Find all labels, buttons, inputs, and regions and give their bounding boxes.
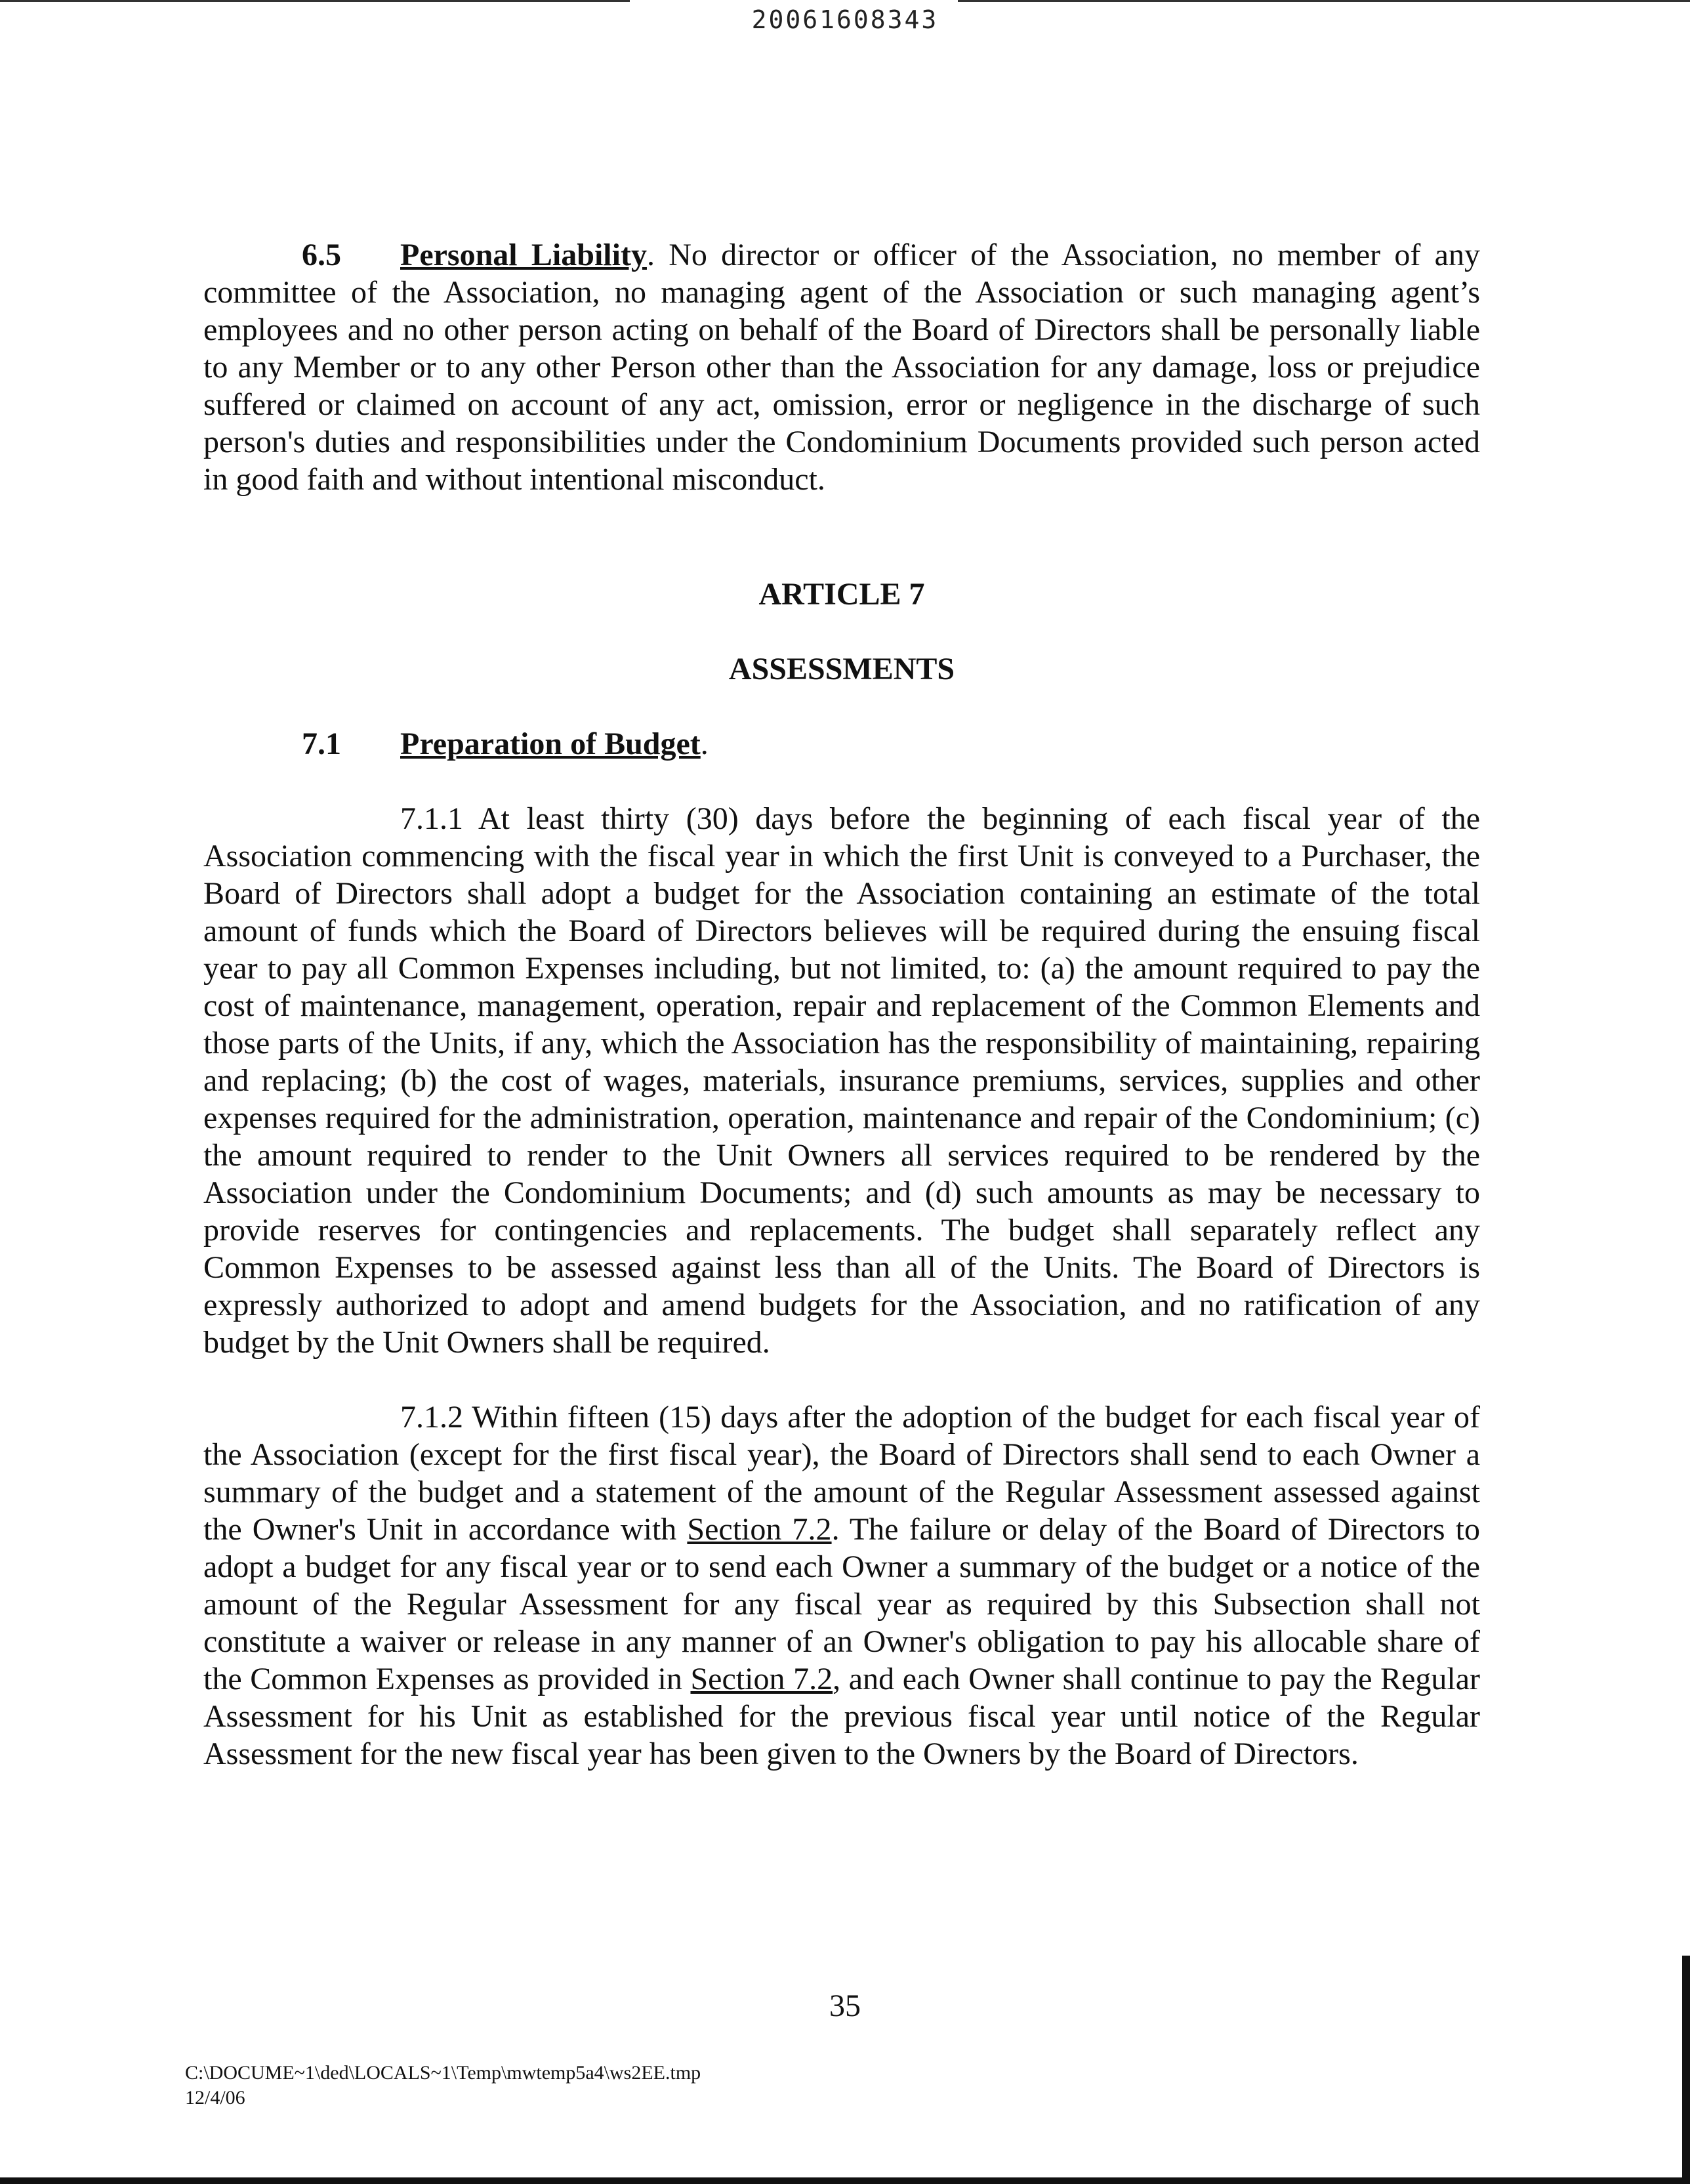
subsection-7-1-1-number: 7.1.1 (400, 801, 463, 836)
section-7-1-heading-line (203, 725, 1480, 763)
section-7-1-heading-period: . (700, 726, 709, 761)
scan-right-edge (1682, 1956, 1690, 2184)
footer-file-path: C:\DOCUME~1\ded\LOCALS~1\Temp\mwtemp5a4\ws2EE.tmp (185, 2062, 701, 2084)
section-7-2-reference: Section 7.2 (687, 1512, 832, 1547)
scan-bottom-border (0, 2177, 1690, 2184)
footer-date: 12/4/06 (185, 2087, 245, 2109)
subsection-7-1-2-number: 7.1.2 (400, 1400, 463, 1435)
subsection-7-1-2-text-part1: Within fifteen (15) days after the adoption of the budget for each fiscal year of the Association (except for the first fiscal year), the Board of Directors shall send to each Owner a summary of the budget and a statement of the amount of the Regular Assessment assessed against the Owner's Unit in accordance with (203, 1400, 1480, 1547)
section-6-5-paragraph (203, 236, 1480, 498)
subsection-7-1-1-paragraph (203, 800, 1480, 1361)
section-6-5-heading: Personal Liability (400, 238, 647, 272)
section-6-5-number: 6.5 (302, 238, 341, 272)
subsection-7-1-2-paragraph (203, 1398, 1480, 1773)
article-label: ARTICLE 7 (758, 577, 925, 612)
page-number: 35 (829, 1988, 861, 2023)
section-7-2-reference: Section 7.2 (690, 1662, 833, 1696)
subsection-7-1-2-text-part2: . The failure or delay of the Board of Directors to adopt a budget for any fiscal year or to send each Owner a summary of the budget or a notice of the amount of the Regular Assessment for any fiscal year as required by this Subsection shall not constitute a waiver or release in any manner of an Owner's obligation to pay his allocable share of the Common Expenses as provided in (203, 1512, 1481, 1696)
document-id-stamp: 20061608343 (751, 5, 939, 34)
page-body (203, 236, 1480, 1773)
section-6-5-text: No director or officer of the Association, no member of any committee of the Association, no managing agent of the Association or such managing agent’s employees and no other person acting on behalf of the Board of Directors shall be personally liable to any Member or to any other Person other than the Association for any damage, loss or prejudice suffered or claimed on account of any act, omission, error or negligence in the discharge of such person's duties and responsibilities under the Condominium Documents provided such person acted in good faith and without intentional misconduct. (203, 238, 1480, 497)
footer-file-info (185, 2061, 701, 2110)
section-7-1-number: 7.1 (302, 726, 341, 761)
article-title: ASSESSMENTS (728, 652, 955, 686)
subsection-7-1-1-text: At least thirty (30) days before the beginning of each fiscal year of the Association commencing with the fiscal year in which the first Unit is conveyed to a Purchaser, the Board of Directors shall adopt a budget for the Association containing an estimate of the total amount of funds which the Board of Directors believes will be required during the ensuing fiscal year to pay all Common Expenses including, but not limited, to: (a) the amount required to pay the cost of maintenance, management, operation, repair and replacement of the Common Elements and those parts of the Units, if any, which the Association has the responsibility of maintaining, repairing and replacing; (b) the cost of wages, materials, insurance premiums, services, supplies and other expenses required for the administration, operation, maintenance and repair of the Condominium; (c) the amount required to render to the Unit Owners all services required to be rendered by the Association under the Condominium Documents; and (d) such amounts as may be necessary to provide reserves for contingencies and replacements. The budget shall separately reflect any Common Expenses to be assessed against less than all of the Units. The Board of Directors is expressly authorized to adopt and amend budgets for the Association, and no ratification of any budget by the Unit Owners shall be required. (203, 801, 1480, 1360)
subsection-7-1-2-text-part3: , and each Owner shall continue to pay the Regular Assessment for his Unit as established for the previous fiscal year until notice of the Regular Assessment for the new fiscal year has been given to the Owners by the Board of Directors. (203, 1662, 1481, 1771)
section-7-1-heading: Preparation of Budget (400, 726, 701, 761)
section-6-5-heading-period: . (646, 238, 655, 272)
